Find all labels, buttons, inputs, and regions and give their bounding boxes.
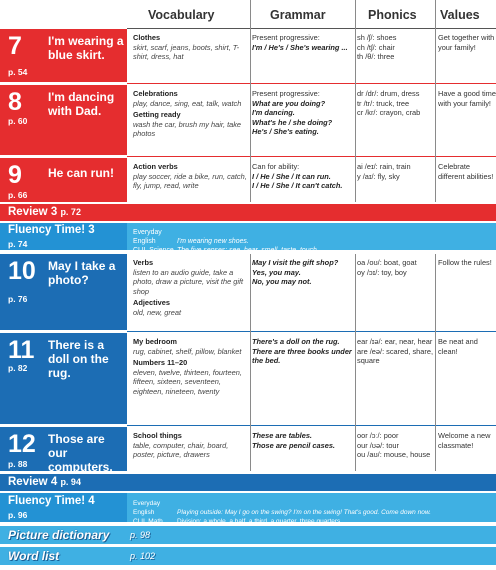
fluency-line-value: Playing outside: May I go on the swing? I'm on the swing! That's good. Come down now. [177, 509, 431, 516]
vocab-words: play soccer, ride a bike, run, catch, fly, jump, read, write [133, 171, 247, 191]
vocab-words: old, new, great [133, 307, 182, 317]
fluency-title: Fluency Time! 4 [8, 495, 95, 507]
unit-title-band [0, 333, 127, 424]
grammar-heading: Grammar [270, 8, 326, 22]
phonics-cell [357, 162, 433, 181]
vocab-heading: Numbers 11–20 [133, 358, 188, 368]
review-page: p. 72 [60, 207, 81, 217]
vocab-words: eleven, twelve, thirteen, fourteen, fifteen, sixteen, seventeen, eighteen, nineteen, twenty [133, 367, 242, 396]
unit-page: p. 82 [8, 363, 28, 373]
unit-page: p. 54 [8, 67, 28, 77]
fluency-line-key: CLIL Math [133, 518, 163, 525]
word-list-label: Word list [8, 549, 60, 563]
word-list-bar[interactable] [0, 547, 496, 565]
fluency-info [133, 228, 317, 255]
unit-page: p. 88 [8, 459, 28, 469]
unit-title: I'm wearing a blue skirt. [48, 34, 124, 62]
unit-number: 12 [8, 430, 36, 458]
unit-title: There is a doll on the rug. [48, 338, 109, 380]
picture-dictionary-bar[interactable] [0, 526, 496, 544]
grammar-line: What are you doing? [252, 98, 326, 108]
grammar-line: Present progressive: [252, 89, 320, 98]
review-title: Review 3 [8, 206, 58, 218]
vocab-heading: School things [133, 431, 182, 440]
unit-number: 8 [8, 88, 22, 116]
values-cell: Follow the rules! [438, 258, 492, 267]
unit-title-band [0, 158, 127, 202]
grammar-line: I / He / She / It can run. [252, 171, 331, 181]
phonics-line: dr /dr/: drum, dress [357, 89, 420, 98]
word-list-page: p. 102 [130, 551, 156, 561]
values-cell: Celebrate different abilities! [438, 162, 494, 181]
fluency-page: p. 96 [8, 510, 28, 520]
vocabulary-cell [133, 337, 249, 397]
vocab-heading: Clothes [133, 33, 161, 42]
phonics-line: ou /aʊ/: mouse, house [357, 450, 431, 460]
review-page: p. 94 [60, 477, 81, 487]
grammar-line: Can for ability: [252, 162, 300, 171]
phonics-line: oy /ɔɪ/: toy, boy [357, 267, 407, 277]
vocabulary-cell [133, 162, 249, 191]
fluency-title: Fluency Time! 3 [8, 224, 95, 236]
grammar-cell [252, 33, 354, 52]
grammar-line: I / He / She / It can't catch. [252, 181, 343, 191]
fluency-line-value: I'm wearing new shoes. [177, 238, 249, 245]
unit-row-11[interactable] [0, 333, 496, 424]
values-heading: Values [440, 8, 480, 22]
vocab-heading: Adjectives [133, 298, 170, 308]
phonics-line: oa /oʊ/: boat, goat [357, 258, 417, 267]
vocab-words: play, dance, sing, eat, talk, watch [133, 98, 242, 108]
vocabulary-heading: Vocabulary [148, 8, 215, 22]
unit-row-12[interactable] [0, 427, 496, 474]
vocab-heading: Verbs [133, 258, 154, 267]
phonics-line: ear /ɪə/: ear, near, hear [357, 337, 433, 346]
fluency-page: p. 74 [8, 239, 28, 249]
phonics-cell [357, 431, 433, 460]
phonics-line: y /aɪ/: fly, sky [357, 171, 400, 181]
vocab-heading: My bedroom [133, 337, 177, 346]
grammar-cell [252, 258, 354, 287]
unit-title-band [0, 427, 127, 474]
phonics-line: sh /ʃ/: shoes [357, 33, 397, 42]
phonics-line: tr /tr/: truck, tree [357, 98, 410, 108]
grammar-line: No, you may not. [252, 277, 312, 287]
grammar-cell [252, 162, 354, 191]
vocabulary-cell [133, 431, 249, 460]
review-label [8, 206, 81, 218]
phonics-line: ai /eɪ/: rain, train [357, 162, 411, 171]
vocabulary-cell [133, 258, 249, 318]
picture-dictionary-label: Picture dictionary [8, 528, 110, 542]
vocab-words: skirt, scarf, jeans, boots, shirt, T-shirt, dress, hat [133, 42, 240, 62]
unit-title-band [0, 254, 127, 330]
fluency-line-key: Everyday English [133, 500, 161, 516]
vocab-words: rug, cabinet, shelf, pillow, blanket [133, 346, 242, 356]
table-header [0, 0, 496, 28]
grammar-line: I'm dancing. [252, 108, 295, 118]
grammar-line: There are three books under the bed. [252, 346, 352, 366]
unit-title: Those are our computers. [48, 432, 113, 474]
phonics-heading: Phonics [368, 8, 417, 22]
values-cell: Be neat and clean! [438, 337, 478, 356]
unit-number: 11 [8, 336, 35, 364]
vocabulary-cell [133, 33, 249, 62]
values-cell: Have a good time with your family! [438, 89, 496, 108]
fluency-line-value: The five senses: see, hear, smell, taste, touch [177, 247, 317, 254]
grammar-cell [252, 337, 354, 366]
vocab-words: wash the car, brush my hair, take photos [133, 119, 242, 139]
vocabulary-cell [133, 89, 249, 139]
values-cell: Get together with your family! [438, 33, 495, 52]
fluency-time-4-bar[interactable] [0, 493, 496, 525]
vocab-heading: Getting ready [133, 110, 181, 120]
review-3-bar[interactable] [0, 204, 496, 221]
phonics-cell [357, 337, 433, 366]
unit-title-band [0, 85, 127, 155]
vocab-heading: Action verbs [133, 162, 178, 171]
phonics-line: ch /tʃ/: chair [357, 42, 395, 52]
grammar-line: He's / She's eating. [252, 127, 319, 137]
phonics-line: th /θ/: three [357, 52, 395, 62]
vocab-words: listen to an audio guide, take a photo, draw a picture, visit the gift shop [133, 267, 244, 296]
values-cell: Welcome a new classmate! [438, 431, 491, 450]
unit-title: I'm dancing with Dad. [48, 90, 115, 118]
grammar-cell [252, 431, 354, 450]
unit-page: p. 76 [8, 294, 28, 304]
unit-row-10[interactable] [0, 254, 496, 330]
unit-page: p. 60 [8, 116, 28, 126]
grammar-line: There's a doll on the rug. [252, 337, 340, 346]
phonics-cell [357, 33, 433, 62]
review-4-bar[interactable] [0, 474, 496, 491]
vocab-words: table, computer, chair, board, poster, picture, drawers [133, 440, 229, 460]
phonics-cell [357, 258, 433, 277]
unit-title-band [0, 29, 127, 82]
vocab-heading: Celebrations [133, 89, 178, 98]
unit-number: 9 [8, 161, 22, 189]
fluency-info [133, 499, 431, 526]
grammar-line: These are tables. [252, 431, 312, 440]
unit-page: p. 66 [8, 190, 28, 200]
phonics-line: are /eə/: scared, share, square [357, 346, 433, 366]
grammar-cell [252, 89, 354, 137]
phonics-line: oor /ɔː/: poor [357, 431, 399, 440]
grammar-line: What's he / she doing? [252, 117, 333, 127]
phonics-line: cr /kr/: crayon, crab [357, 108, 421, 118]
review-label [8, 476, 81, 488]
unit-number: 10 [8, 257, 36, 285]
unit-row-7[interactable] [0, 29, 496, 82]
unit-row-8[interactable] [0, 85, 496, 155]
phonics-line: our /ʊə/: tour [357, 440, 399, 450]
fluency-time-3-bar[interactable] [0, 223, 496, 254]
grammar-line: May I visit the gift shop? [252, 258, 339, 267]
review-title: Review 4 [8, 476, 58, 488]
unit-title: May I take a photo? [48, 259, 116, 287]
fluency-line-key: CLIL Science [133, 247, 174, 254]
fluency-line-key: Everyday English [133, 229, 162, 245]
picture-dictionary-page: p. 98 [130, 530, 151, 540]
unit-number: 7 [8, 32, 22, 60]
grammar-line: Those are pencil cases. [252, 440, 335, 450]
grammar-line: Yes, you may. [252, 267, 301, 277]
unit-row-9[interactable] [0, 158, 496, 202]
phonics-cell [357, 89, 433, 118]
grammar-line: Present progressive: [252, 33, 320, 42]
fluency-line-value: Division: a whole, a half, a third, a quarter, three quarters [177, 518, 341, 525]
unit-title: He can run! [48, 166, 115, 180]
grammar-line: I'm / He's / She's wearing ... [252, 42, 348, 52]
